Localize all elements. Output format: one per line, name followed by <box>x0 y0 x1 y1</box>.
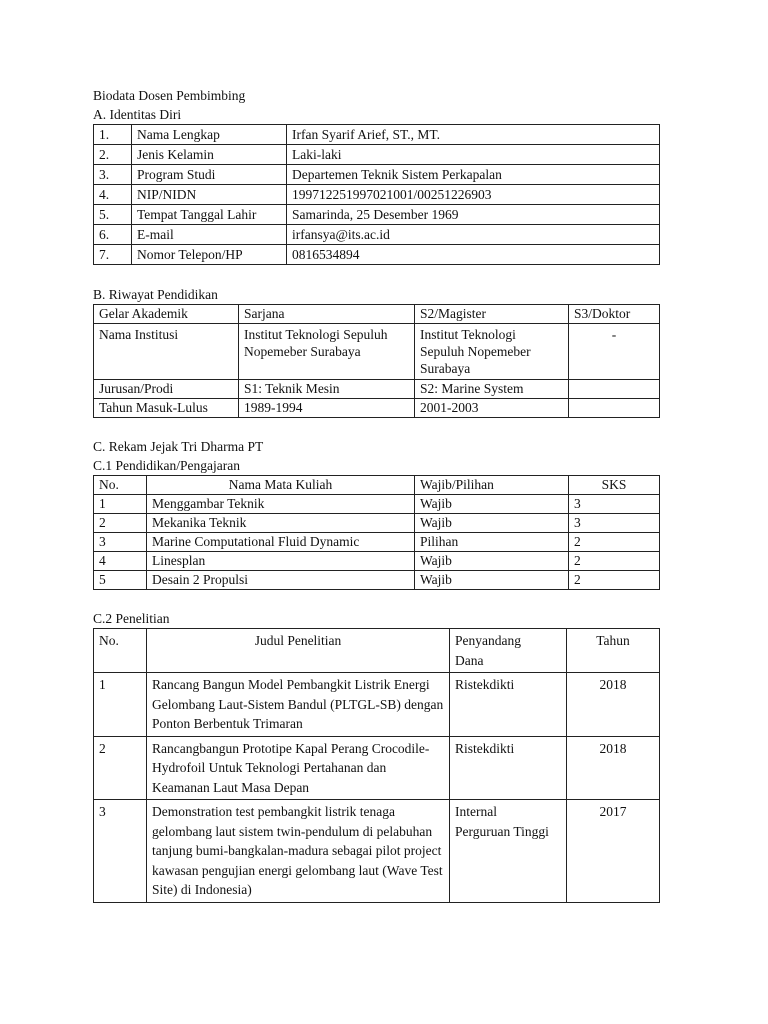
teaching-row <box>94 514 660 533</box>
teaching-row <box>94 552 660 571</box>
column-header: Gelar Akademik <box>94 305 239 324</box>
course-type: Wajib <box>415 571 569 590</box>
section-b-heading: B. Riwayat Pendidikan <box>93 287 218 302</box>
cell-value: - <box>569 324 660 380</box>
field-label: Program Studi <box>132 165 287 185</box>
row-label: Tahun Masuk-Lulus <box>94 399 239 418</box>
cell-value: Institut Teknologi Sepuluh Nopemeber Surabaya <box>239 324 415 380</box>
identity-row <box>94 165 660 185</box>
teaching-table <box>93 475 660 590</box>
row-number: 5 <box>94 571 147 590</box>
cell-value: S1: Teknik Mesin <box>239 380 415 399</box>
course-type: Wajib <box>415 552 569 571</box>
funding-source: Ristekdikti <box>450 673 567 737</box>
field-value: irfansya@its.ac.id <box>287 225 660 245</box>
row-number: 4. <box>94 185 132 205</box>
row-label: Jurusan/Prodi <box>94 380 239 399</box>
section-c-heading: C. Rekam Jejak Tri Dharma PT <box>93 439 264 454</box>
row-number: 2 <box>94 736 147 800</box>
funding-source: Internal Perguruan Tinggi <box>450 800 567 903</box>
teaching-row <box>94 571 660 590</box>
field-value: Departemen Teknik Sistem Perkapalan <box>287 165 660 185</box>
section-c2-heading: C.2 Penelitian <box>93 611 170 626</box>
field-label: Tempat Tanggal Lahir <box>132 205 287 225</box>
field-label: E-mail <box>132 225 287 245</box>
field-value: Laki-laki <box>287 145 660 165</box>
cell-value: 1989-1994 <box>239 399 415 418</box>
funding-source: Ristekdikti <box>450 736 567 800</box>
course-name: Desain 2 Propulsi <box>147 571 415 590</box>
research-year: 2018 <box>567 736 660 800</box>
row-number: 2. <box>94 145 132 165</box>
identity-row <box>94 225 660 245</box>
document-page <box>93 86 660 903</box>
research-title: Rancangbangun Prototipe Kapal Perang Crocodile-Hydrofoil Untuk Teknologi Pertahanan dan Keamanan Laut Masa Depan <box>147 736 450 800</box>
row-number: 2 <box>94 514 147 533</box>
row-number: 5. <box>94 205 132 225</box>
research-row <box>94 673 660 737</box>
column-header: Nama Mata Kuliah <box>147 476 415 495</box>
field-label: NIP/NIDN <box>132 185 287 205</box>
course-name: Menggambar Teknik <box>147 495 415 514</box>
education-header-row <box>94 305 660 324</box>
research-year: 2018 <box>567 673 660 737</box>
field-value: 199712251997021001/00251226903 <box>287 185 660 205</box>
column-header: Sarjana <box>239 305 415 324</box>
research-table <box>93 628 660 903</box>
column-header: S2/Magister <box>415 305 569 324</box>
course-name: Linesplan <box>147 552 415 571</box>
course-credits: 2 <box>569 552 660 571</box>
teaching-row <box>94 533 660 552</box>
research-title: Rancang Bangun Model Pembangkit Listrik Energi Gelombang Laut-Sistem Bandul (PLTGL-SB) dengan Ponton Berbentuk Trimaran <box>147 673 450 737</box>
research-year: 2017 <box>567 800 660 903</box>
course-type: Wajib <box>415 514 569 533</box>
field-value: Samarinda, 25 Desember 1969 <box>287 205 660 225</box>
identity-row <box>94 145 660 165</box>
row-number: 3. <box>94 165 132 185</box>
teaching-header-row <box>94 476 660 495</box>
research-row <box>94 800 660 903</box>
row-number: 1 <box>94 495 147 514</box>
course-name: Mekanika Teknik <box>147 514 415 533</box>
column-header: Wajib/Pilihan <box>415 476 569 495</box>
research-header-row <box>94 629 660 673</box>
document-title: Biodata Dosen Pembimbing <box>93 88 246 103</box>
research-title: Demonstration test pembangkit listrik tenaga gelombang laut sistem twin-pendulum di pelabuhan tanjung bumi-bangkalan-madura sebagai pilot project kawasan pengujian energi gelombang laut (Wave Test Site) di Indonesia) <box>147 800 450 903</box>
course-name: Marine Computational Fluid Dynamic <box>147 533 415 552</box>
cell-value: Institut Teknologi Sepuluh Nopemeber Surabaya <box>415 324 569 380</box>
cell-value <box>569 399 660 418</box>
identity-row <box>94 185 660 205</box>
cell-value: 2001-2003 <box>415 399 569 418</box>
education-row <box>94 324 660 380</box>
field-label: Jenis Kelamin <box>132 145 287 165</box>
course-credits: 3 <box>569 514 660 533</box>
course-credits: 2 <box>569 533 660 552</box>
course-type: Pilihan <box>415 533 569 552</box>
row-number: 3 <box>94 533 147 552</box>
research-row <box>94 736 660 800</box>
field-value: Irfan Syarif Arief, ST., MT. <box>287 125 660 145</box>
education-row <box>94 399 660 418</box>
section-a-heading: A. Identitas Diri <box>93 107 182 122</box>
cell-value: S2: Marine System <box>415 380 569 399</box>
row-number: 6. <box>94 225 132 245</box>
column-header: No. <box>94 476 147 495</box>
column-header: Judul Penelitian <box>147 629 450 673</box>
row-number: 1. <box>94 125 132 145</box>
row-number: 4 <box>94 552 147 571</box>
row-number: 3 <box>94 800 147 903</box>
education-table <box>93 304 660 418</box>
field-label: Nama Lengkap <box>132 125 287 145</box>
identity-table <box>93 124 660 265</box>
row-number: 7. <box>94 245 132 265</box>
row-label: Nama Institusi <box>94 324 239 380</box>
identity-row <box>94 245 660 265</box>
education-row <box>94 380 660 399</box>
row-number: 1 <box>94 673 147 737</box>
column-header: S3/Doktor <box>569 305 660 324</box>
column-header: SKS <box>569 476 660 495</box>
column-header: No. <box>94 629 147 673</box>
cell-value <box>569 380 660 399</box>
field-value: 0816534894 <box>287 245 660 265</box>
column-header: Tahun <box>567 629 660 673</box>
identity-row <box>94 125 660 145</box>
course-credits: 3 <box>569 495 660 514</box>
course-type: Wajib <box>415 495 569 514</box>
section-c1-heading: C.1 Pendidikan/Pengajaran <box>93 458 240 473</box>
teaching-row <box>94 495 660 514</box>
column-header: Penyandang Dana <box>450 629 567 673</box>
field-label: Nomor Telepon/HP <box>132 245 287 265</box>
identity-row <box>94 205 660 225</box>
course-credits: 2 <box>569 571 660 590</box>
